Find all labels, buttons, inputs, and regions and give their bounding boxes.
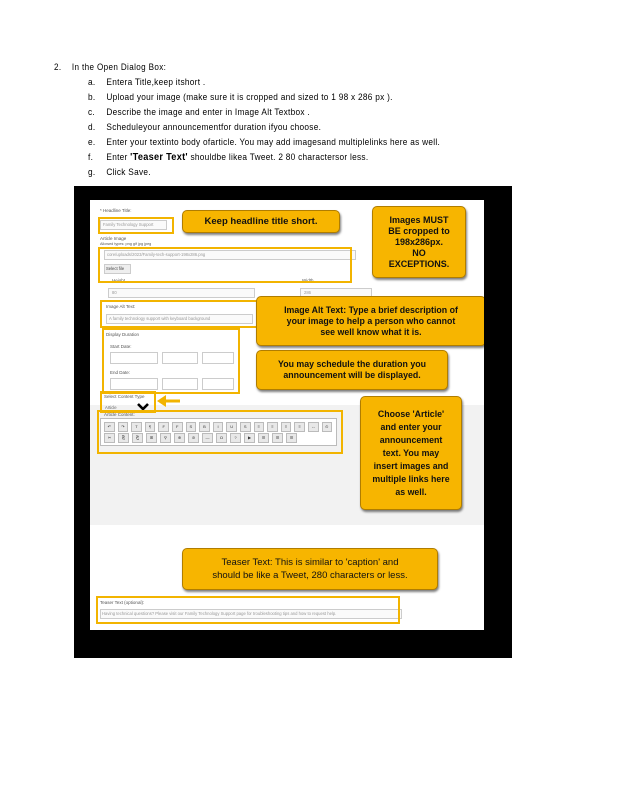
toolbar-button[interactable]: Ω xyxy=(216,433,227,443)
callout-image-size: Images MUST BE cropped to 198x286px. NO EXCEPTIONS. xyxy=(372,206,466,278)
callout-article: Choose 'Article' and enter your announcement text. You may insert images and multiple links here as well. xyxy=(360,396,462,510)
toolbar-button[interactable]: ↷ xyxy=(118,422,129,432)
arrow-left-icon xyxy=(156,394,182,408)
callout-teaser: Teaser Text: This is similar to 'caption' and should be like a Tweet, 280 characters or less. xyxy=(182,548,438,590)
toolbar-button[interactable]: S xyxy=(240,422,251,432)
toolbar-button[interactable]: U xyxy=(226,422,237,432)
toolbar-button[interactable]: S xyxy=(186,422,197,432)
toolbar-button[interactable]: T xyxy=(131,422,142,432)
toolbar-button[interactable]: ⎘ xyxy=(118,433,129,443)
toolbar-button[interactable]: ⊙ xyxy=(322,422,333,432)
callout-headline: Keep headline title short. xyxy=(182,210,340,233)
toolbar-button[interactable]: F xyxy=(172,422,183,432)
instruction-g: g. Click Save. xyxy=(88,167,151,177)
toolbar-button[interactable]: ↔ xyxy=(308,422,319,432)
image-label: Article Image xyxy=(100,236,127,241)
toolbar-button[interactable]: F xyxy=(158,422,169,432)
toolbar-button[interactable]: ≡ xyxy=(281,422,292,432)
instruction-b: b. Upload your image (make sure it is cropped and sized to 1 98 x 286 px ). xyxy=(88,92,393,102)
article-content-label: Article Content: xyxy=(104,412,135,417)
toolbar-button[interactable]: ↶ xyxy=(104,422,115,432)
height-input[interactable] xyxy=(108,288,255,298)
toolbar-button[interactable]: ⚲ xyxy=(160,433,171,443)
step-title-text: In the Open Dialog Box: xyxy=(71,62,167,72)
toolbar-button[interactable]: I xyxy=(213,422,224,432)
instruction-a: a. Entera Title,keep itshort . xyxy=(88,77,206,87)
alt-text-label: Image Alt Text: xyxy=(106,304,136,309)
toolbar-button[interactable]: ☰ xyxy=(286,433,297,443)
toolbar-button[interactable]: ≡ xyxy=(267,422,278,432)
toolbar-button[interactable]: ⊕ xyxy=(174,433,185,443)
content-type-label: Select Content Type xyxy=(104,394,145,399)
toolbar-button[interactable]: B xyxy=(199,422,210,432)
callout-alt-text: Image Alt Text: Type a brief description of your image to help a person who cannot see well know what it is. xyxy=(256,296,484,346)
toolbar-button[interactable]: ✂ xyxy=(104,433,115,443)
toolbar-button[interactable]: ≡ xyxy=(254,422,265,432)
display-duration-label: Display Duration xyxy=(106,332,140,337)
toolbar-button[interactable]: ? xyxy=(230,433,241,443)
dialog-screenshot-content: * Headline Title: Family Technology Support Article Image Allowed types: png gif jpg jpeg core/uploads/2023/Family-tech-support-198x286.png Select file Height Width 80 286 Image Alt Text: A family technology support with keyboard background Display Duration Start Date: End Date: Select Content Type Article Article Content: ↶ ↷ T ¶ F F S B I U S ≡ ≡ ≡ ≡ ↔ ⊙ ✂ ⎘ ⎗ ⊞ ⚲ ⊕ ⊘ — Ω ? ▶ ☰ ☰ ☰ Teaser Text (optional): Having technical questions? Please visit our Family Technology Support page for troubleshooting tips and how to request help. Keep headline title short. Images MUST BE cropped to 198x286px. NO EXCEPTIONS. Image Alt Text: Type a brief description of your image to help a person who cannot see well know what it is. You may schedule the duration you announcement will be displayed. Choose 'Article' and enter your announcement text. You may insert images and multiple links here as well. Teaser Text: This is similar to 'caption' and should be like a Tweet, 280 characters or less. xyxy=(90,200,484,630)
teaser-text-label: Teaser Text (optional): xyxy=(100,600,145,605)
instruction-f: f. Enter 'Teaser Text' shouldbe likea Tweet. 2 80 charactersor less. xyxy=(88,152,369,163)
toolbar-button[interactable]: ⊘ xyxy=(188,433,199,443)
dialog-screenshot xyxy=(74,186,512,658)
headline-label: * Headline Title: xyxy=(100,208,132,213)
instruction-e: e. Enter your textinto body ofarticle. You may add imagesand multiplelinks here as well. xyxy=(88,137,441,147)
toolbar-button[interactable]: — xyxy=(202,433,213,443)
toolbar-button[interactable]: ☰ xyxy=(272,433,283,443)
toolbar-button[interactable]: ⊞ xyxy=(146,433,157,443)
teaser-text-term: 'Teaser Text' xyxy=(130,152,188,163)
toolbar-button[interactable]: ⎗ xyxy=(132,433,143,443)
content-type-select[interactable]: Article xyxy=(105,405,117,410)
toolbar-button[interactable]: ≡ xyxy=(294,422,305,432)
toolbar-button[interactable]: ☰ xyxy=(258,433,269,443)
callout-schedule: You may schedule the duration you announcement will be displayed. xyxy=(256,350,448,390)
toolbar-button[interactable]: ▶ xyxy=(244,433,255,443)
toolbar-button[interactable]: ¶ xyxy=(145,422,156,432)
step-heading xyxy=(54,62,166,72)
instruction-c: c. Describe the image and enter in Image Alt Textbox . xyxy=(88,107,310,117)
step-number: 2. xyxy=(54,62,62,72)
instruction-d: d. Scheduleyour announcementfor duration ifyou choose. xyxy=(88,122,322,132)
